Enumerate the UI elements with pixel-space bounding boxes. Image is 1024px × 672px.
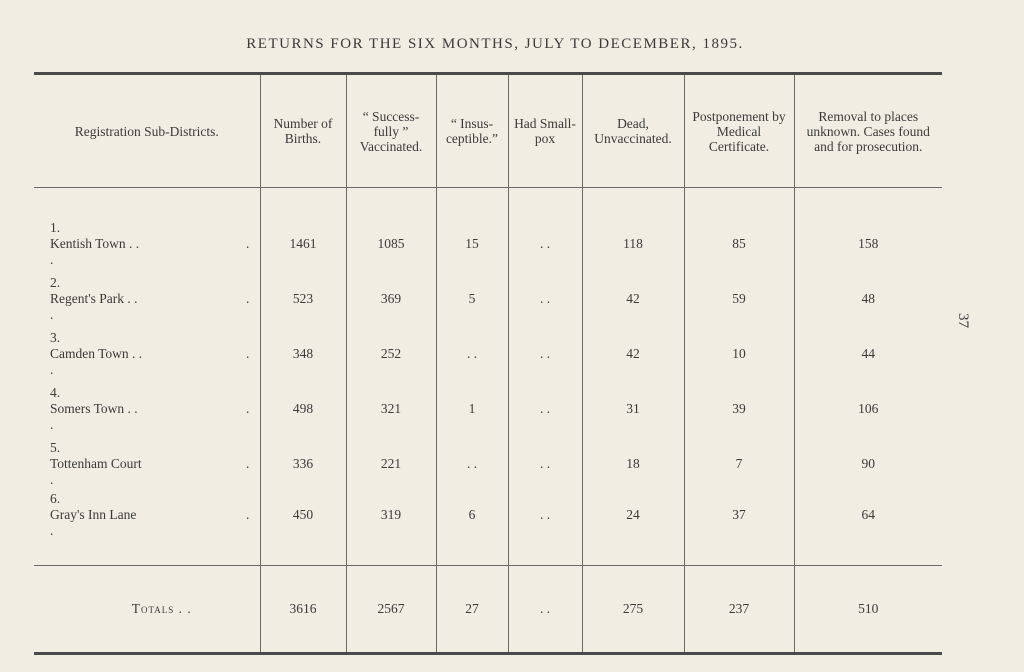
column-header-postponement: Postponement by Medical Certificate. (684, 74, 794, 188)
column-header-district: Registration Sub-Districts. (34, 74, 260, 188)
column-header-removal: Removal to places unknown. Cases found and for prosecution. (794, 74, 942, 188)
removal-cell: 48 (794, 271, 942, 326)
header-row (34, 74, 942, 188)
dead-cell: 42 (582, 326, 684, 381)
insusceptible-cell: . . (436, 326, 508, 381)
leader-dots: . . (50, 507, 252, 538)
leader-dots: . . (50, 455, 252, 487)
postponement-cell: 10 (684, 326, 794, 381)
table-row (34, 326, 942, 381)
column-header-vaccinated: “ Success- fully ” Vaccinated. (346, 74, 436, 188)
leader-dots: . . (50, 345, 252, 377)
vaccinated-cell: 369 (346, 271, 436, 326)
births-cell: 450 (260, 491, 346, 566)
dead-cell: 24 (582, 491, 684, 566)
births-cell: 336 (260, 436, 346, 491)
smallpox-cell: . . (508, 381, 582, 436)
postponement-cell: 37 (684, 491, 794, 566)
births-total: 3616 (260, 566, 346, 654)
vaccinated-total: 2567 (346, 566, 436, 654)
row-number: 3. (50, 329, 61, 345)
district-cell (34, 381, 260, 436)
postponement-cell: 59 (684, 271, 794, 326)
leader-dots: . . (50, 290, 252, 322)
smallpox-cell: . . (508, 326, 582, 381)
postponement-cell: 7 (684, 436, 794, 491)
smallpox-cell: . . (508, 491, 582, 566)
totals-row (34, 566, 942, 654)
vaccinated-cell: 1085 (346, 188, 436, 272)
insusceptible-cell: . . (436, 436, 508, 491)
row-number: 6. (50, 491, 61, 506)
removal-cell: 106 (794, 381, 942, 436)
leader-dots: . . (50, 235, 252, 267)
district-name: Kentish Town . . (50, 235, 140, 251)
insusceptible-cell: 1 (436, 381, 508, 436)
dead-cell: 42 (582, 271, 684, 326)
row-number: 4. (50, 384, 61, 400)
births-cell: 1461 (260, 188, 346, 272)
district-name: Regent's Park . . (50, 290, 138, 306)
removal-cell: 64 (794, 491, 942, 566)
district-cell (34, 326, 260, 381)
postponement-cell: 39 (684, 381, 794, 436)
smallpox-cell: . . (508, 188, 582, 272)
district-cell (34, 491, 260, 566)
dead-cell: 31 (582, 381, 684, 436)
vaccinated-cell: 221 (346, 436, 436, 491)
table-row (34, 436, 942, 491)
vaccinated-cell: 252 (346, 326, 436, 381)
column-header-smallpox: Had Small- pox (508, 74, 582, 188)
removal-cell: 90 (794, 436, 942, 491)
postponement-total: 237 (684, 566, 794, 654)
totals-label: Totals . . (34, 566, 260, 654)
smallpox-total: . . (508, 566, 582, 654)
dead-cell: 118 (582, 188, 684, 272)
table-row (34, 271, 942, 326)
vaccinated-cell: 319 (346, 491, 436, 566)
removal-total: 510 (794, 566, 942, 654)
table-row (34, 491, 942, 566)
district-name: Camden Town . . (50, 345, 143, 361)
dead-cell: 18 (582, 436, 684, 491)
row-number: 2. (50, 274, 61, 290)
row-number: 5. (50, 439, 61, 455)
district-cell (34, 271, 260, 326)
column-header-insusceptible: “ Insus- ceptible.” (436, 74, 508, 188)
column-header-dead: Dead, Unvaccinated. (582, 74, 684, 188)
district-name: Gray's Inn Lane (50, 507, 137, 522)
district-name: Tottenham Court (50, 455, 142, 471)
table-row (34, 381, 942, 436)
table-row (34, 188, 942, 272)
removal-cell: 158 (794, 188, 942, 272)
insusceptible-cell: 6 (436, 491, 508, 566)
district-cell (34, 436, 260, 491)
postponement-cell: 85 (684, 188, 794, 272)
district-name: Somers Town . . (50, 400, 138, 416)
dead-total: 275 (582, 566, 684, 654)
births-cell: 348 (260, 326, 346, 381)
births-cell: 498 (260, 381, 346, 436)
insusceptible-cell: 15 (436, 188, 508, 272)
district-cell (34, 188, 260, 272)
insusceptible-total: 27 (436, 566, 508, 654)
smallpox-cell: . . (508, 436, 582, 491)
births-cell: 523 (260, 271, 346, 326)
column-header-births: Number of Births. (260, 74, 346, 188)
leader-dots: . . (50, 400, 252, 432)
removal-cell: 44 (794, 326, 942, 381)
vaccinated-cell: 321 (346, 381, 436, 436)
vaccination-returns-table (34, 72, 942, 655)
insusceptible-cell: 5 (436, 271, 508, 326)
page-title: RETURNS FOR THE SIX MONTHS, JULY TO DECEMBER, 1895. (246, 36, 744, 52)
page-number: 37 (955, 313, 971, 328)
row-number: 1. (50, 219, 61, 235)
smallpox-cell: . . (508, 271, 582, 326)
